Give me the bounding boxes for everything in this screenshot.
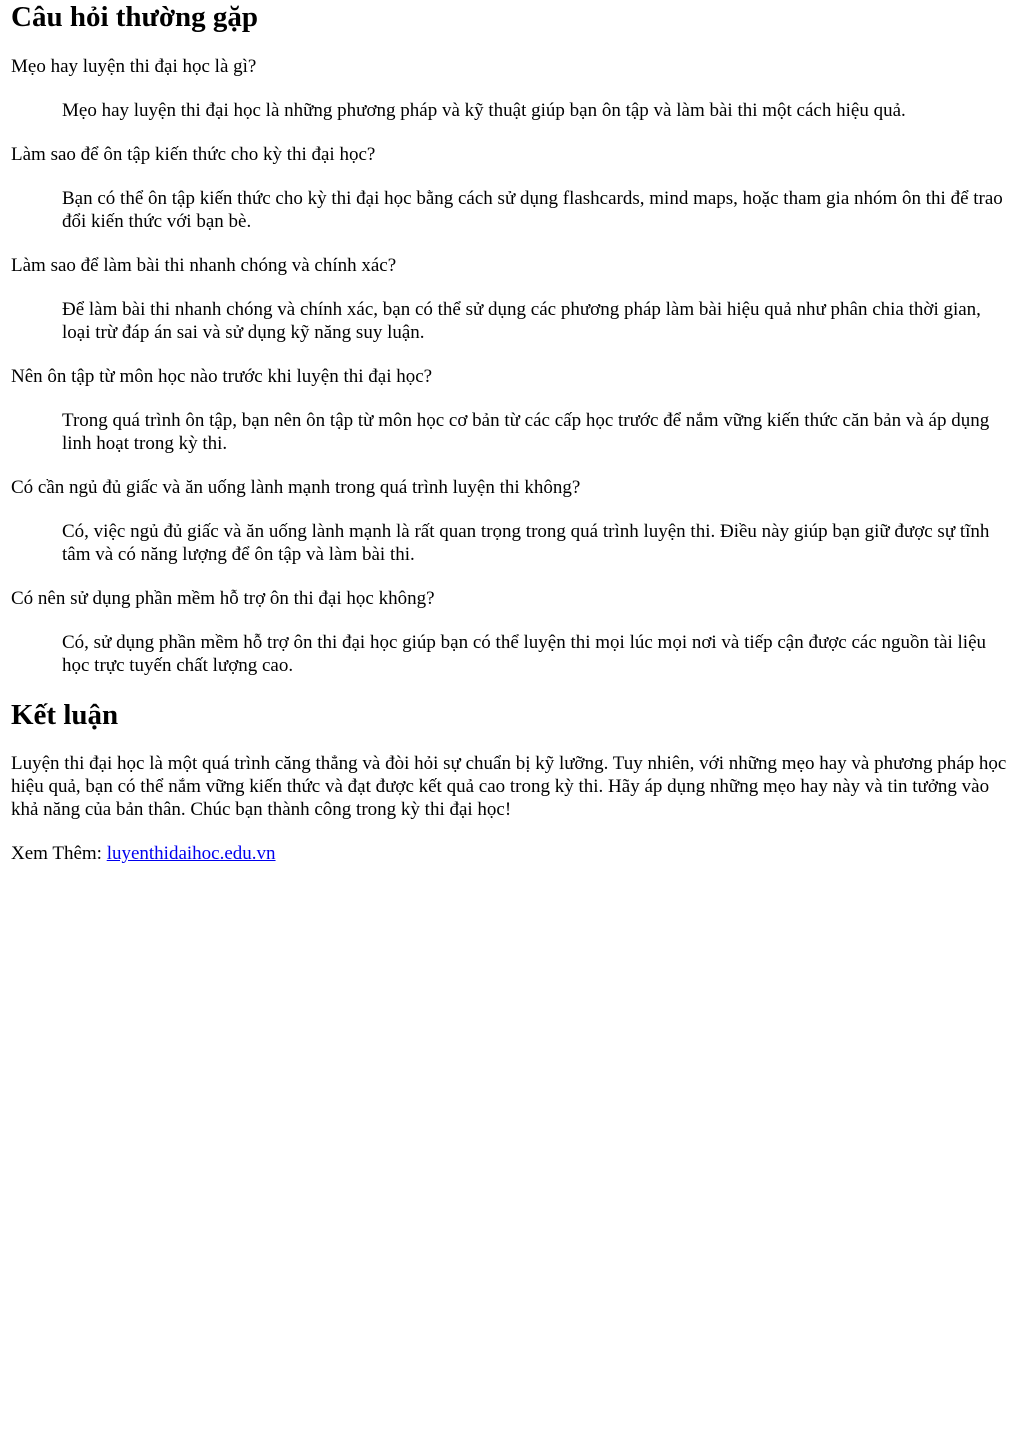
faq-answer: Mẹo hay luyện thi đại học là những phương pháp và kỹ thuật giúp bạn ôn tập và làm bài thi một cách hiệu quả. xyxy=(62,100,906,121)
see-more-link[interactable]: luyenthidaihoc.edu.vn xyxy=(106,843,276,864)
see-more-label: Xem Thêm: xyxy=(11,843,102,864)
faq-answer: Có, sử dụng phần mềm hỗ trợ ôn thi đại học giúp bạn có thể luyện thi mọi lúc mọi nơi và tiếp cận được các nguồn tài liệu học trực tuyến chất lượng cao. xyxy=(62,632,987,676)
faq-answer: Có, việc ngủ đủ giấc và ăn uống lành mạnh là rất quan trọng trong quá trình luyện thi. Điều này giúp bạn giữ được sự tĩnh tâm và có năng lượng để ôn tập và làm bài thi. xyxy=(62,521,990,565)
faq-item xyxy=(11,143,1014,233)
faq-question: Mẹo hay luyện thi đại học là gì? xyxy=(11,56,257,77)
faq-item xyxy=(11,476,1014,566)
faq-question: Làm sao để làm bài thi nhanh chóng và chính xác? xyxy=(11,255,397,276)
faq-item xyxy=(11,365,1014,455)
faq-answer: Trong quá trình ôn tập, bạn nên ôn tập từ môn học cơ bản từ các cấp học trước để nắm vững kiến thức căn bản và áp dụng linh hoạt trong kỳ thi. xyxy=(62,410,990,454)
faq-question: Nên ôn tập từ môn học nào trước khi luyện thi đại học? xyxy=(11,366,433,387)
faq-item xyxy=(11,254,1014,344)
faq-item xyxy=(11,55,1014,122)
faq-answer: Để làm bài thi nhanh chóng và chính xác, bạn có thể sử dụng các phương pháp làm bài hiệu quả như phân chia thời gian, loại trừ đáp án sai và sử dụng kỹ năng suy luận. xyxy=(62,299,981,343)
conclusion-paragraph: Luyện thi đại học là một quá trình căng thẳng và đòi hỏi sự chuẩn bị kỹ lưỡng. Tuy nhiên, với những mẹo hay và phương pháp học hiệu quả, bạn có thể nắm vững kiến thức và đạt được kết quả cao trong kỳ thi. Hãy áp dụng những mẹo hay này và tin tưởng vào khả năng của bản thân. Chúc bạn thành công trong kỳ thi đại học! xyxy=(11,753,1007,820)
faq-list xyxy=(11,55,1014,677)
faq-question: Có nên sử dụng phần mềm hỗ trợ ôn thi đại học không? xyxy=(11,588,435,609)
faq-heading: Câu hỏi thường gặp xyxy=(11,1,259,33)
faq-item xyxy=(11,587,1014,677)
faq-question: Có cần ngủ đủ giấc và ăn uống lành mạnh trong quá trình luyện thi không? xyxy=(11,477,581,498)
see-more-line xyxy=(11,842,1014,865)
conclusion-heading: Kết luận xyxy=(11,699,119,731)
faq-question: Làm sao để ôn tập kiến thức cho kỳ thi đại học? xyxy=(11,144,376,165)
faq-answer: Bạn có thể ôn tập kiến thức cho kỳ thi đại học bằng cách sử dụng flashcards, mind maps, hoặc tham gia nhóm ôn thi để trao đổi kiến thức với bạn bè. xyxy=(62,188,1003,232)
